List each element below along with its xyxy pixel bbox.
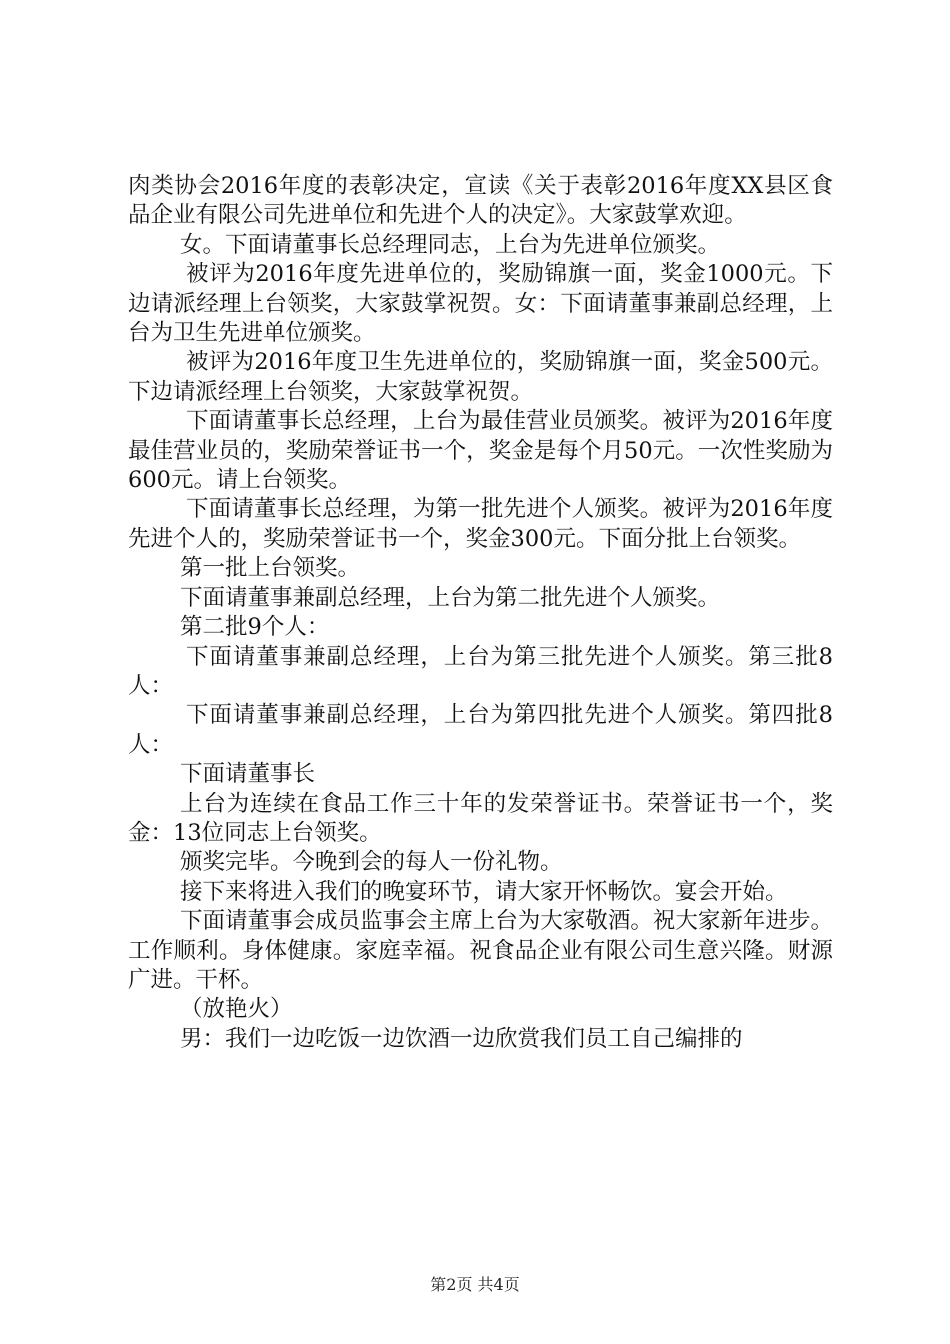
paragraph-5: 下面请董事长总经理，上台为最佳营业员颁奖。被评为2016年度最佳营业员的，奖励荣誉证书一个，奖金是每个月50元。一次性奖励为600元。请上台领奖。 — [128, 408, 833, 494]
paragraph-9: 第二批9个人： — [180, 614, 330, 641]
paragraph-18: 男：我们一边吃饭一边饮酒一边欣赏我们员工自己编排的 — [180, 1025, 743, 1052]
paragraph-16: 下面请董事会成员监事会主席上台为大家敬酒。祝大家新年进步。工作顺利。身体健康。家庭幸福。祝食品企业有限公司生意兴隆。财源广进。干杯。 — [128, 908, 833, 993]
paragraph-10: 下面请董事兼副总经理，上台为第三批先进个人颁奖。第三批8人： — [128, 643, 833, 699]
paragraph-1: 肉类协会2016年度的表彰决定，宣读《关于表彰2016年度XX县区食品企业有限公司先进单位和先进个人的决定》。大家鼓掌欢迎。 — [128, 173, 833, 229]
paragraph-8: 下面请董事兼副总经理，上台为第二批先进个人颁奖。 — [180, 584, 721, 611]
paragraph-17: （放艳火） — [180, 996, 293, 1023]
paragraph-14: 颁奖完毕。今晚到会的每人一份礼物。 — [180, 849, 563, 876]
paragraph-13: 上台为连续在食品工作三十年的发荣誉证书。荣誉证书一个，奖金：13位同志上台领奖。 — [128, 790, 833, 846]
document-body — [128, 172, 833, 1054]
paragraph-4: 被评为2016年度卫生先进单位的，奖励锦旗一面，奖金500元。下边请派经理上台领奖，大家鼓掌祝贺。 — [128, 349, 833, 405]
paragraph-3: 被评为2016年度先进单位的，奖励锦旗一面，奖金1000元。下边请派经理上台领奖，大家鼓掌祝贺。女：下面请董事兼副总经理，上台为卫生先进单位颁奖。 — [128, 261, 833, 347]
paragraph-12: 下面请董事长 — [180, 761, 316, 788]
paragraph-6: 下面请董事长总经理，为第一批先进个人颁奖。被评为2016年度先进个人的，奖励荣誉证书一个，奖金300元。下面分批上台领奖。 — [128, 496, 833, 552]
paragraph-2: 女。下面请董事长总经理同志，上台为先进单位颁奖。 — [180, 231, 721, 258]
paragraph-7: 第一批上台领奖。 — [180, 555, 361, 582]
page-footer: 第2页 共4页 — [430, 1275, 520, 1294]
paragraph-11: 下面请董事兼副总经理，上台为第四批先进个人颁奖。第四批8人： — [128, 702, 833, 758]
paragraph-15: 接下来将进入我们的晚宴环节，请大家开怀畅饮。宴会开始。 — [180, 878, 788, 905]
